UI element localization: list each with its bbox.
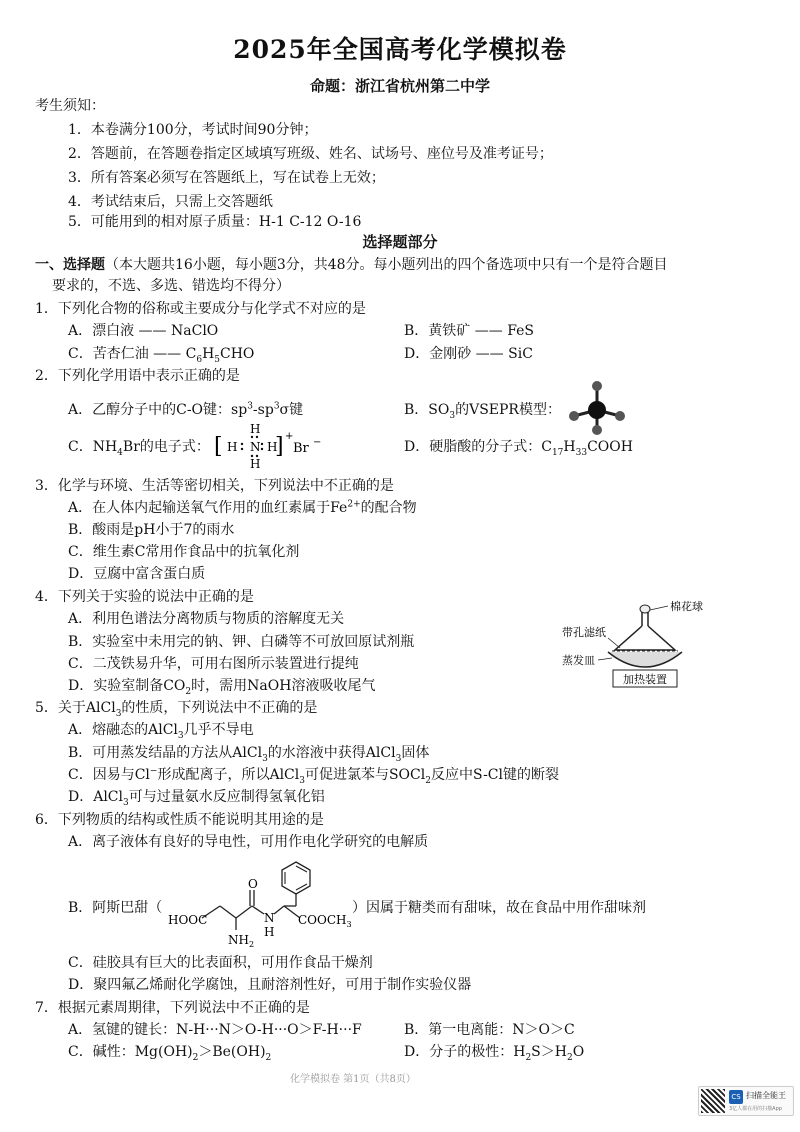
label-dish: 蒸发皿 — [562, 654, 595, 667]
notice-item: 2．答题前，在答题卷指定区域填写班级、姓名、试场号、座位号及准考证号； — [68, 146, 553, 162]
notice-item: 3．所有答案必须写在答题纸上，写在试卷上无效； — [68, 170, 385, 186]
atom-n: N — [264, 911, 275, 925]
q5-option-a: A．熔融态的AlCl$_3$几乎不导电 — [68, 722, 254, 741]
section-title: 选择题部分 — [362, 233, 438, 251]
q7-option-b: B．第一电离能：N＞O＞C — [404, 1022, 575, 1038]
svg-text:Br: Br — [293, 441, 309, 456]
q2-option-d: D．硬脂酸的分子式：$C_{17}H_{33}COOH$ — [404, 439, 633, 458]
atom-n: N — [250, 440, 261, 454]
q3-stem: 3．化学与环境、生活等密切相关，下列说法中不正确的是 — [35, 478, 394, 494]
scanner-badge — [698, 1086, 794, 1116]
label-cotton: 棉花球 — [670, 600, 703, 613]
atom-h: H — [264, 925, 275, 939]
q3-option-b: B．酸雨是pH小于7的雨水 — [68, 522, 235, 538]
page-title: 2025年全国高考化学模拟卷 — [233, 35, 567, 64]
q5-option-c: C．因易与Cl−形成配离子，所以AlCl$_3$可促进氯苯与SOCl$_2$反应中S-Cl键的断裂 — [68, 766, 559, 786]
q3-option-d: D．豆腐中富含蛋白质 — [68, 566, 206, 582]
exam-author: 命题：浙江省杭州第二中学 — [309, 77, 490, 95]
q6-option-b-pre: B．阿斯巴甜（ — [68, 900, 163, 916]
part-desc: （本大题共16小题，每小题3分，共48分。每小题列出的四个备选项中只有一个是符合题目 — [105, 257, 668, 273]
notice-heading: 考生须知： — [35, 98, 105, 114]
q6-option-b-post: ）因属于糖类而有甜味，故在食品中用作甜味剂 — [352, 900, 646, 916]
electron-formula-figure — [213, 421, 323, 473]
svg-text:[: [ — [214, 434, 223, 459]
atom-h: H — [250, 457, 261, 471]
label-filter: 带孔滤纸 — [562, 626, 606, 639]
notice-item: 5．可能用到的相对原子质量：H-1 C-12 O-16 — [68, 214, 362, 230]
app-logo-icon: CS — [729, 1090, 743, 1104]
notice-item: 1．本卷满分100分，考试时间90分钟； — [68, 122, 318, 138]
app-name: 扫描全能王 — [746, 1091, 786, 1100]
group-nh2: $NH_2$ — [228, 933, 255, 949]
svg-text:+: + — [285, 431, 294, 442]
atom-h: H — [250, 422, 261, 436]
q3-option-c: C．维生素C常用作食品中的抗氧化剂 — [68, 544, 300, 560]
notice-item: 4．考试结束后，只需上交答题纸 — [68, 194, 273, 210]
atom-h: H — [267, 440, 278, 454]
q6-option-c: C．硅胶具有巨大的比表面积，可用作食品干燥剂 — [68, 955, 373, 971]
q7-stem: 7．根据元素周期律，下列说法中不正确的是 — [35, 1000, 310, 1016]
sublimation-apparatus-figure — [560, 598, 720, 690]
part-desc-cont: 要求的，不选、多选、错选均不得分） — [52, 278, 290, 294]
q4-stem: 4．下列关于实验的说法中正确的是 — [35, 589, 254, 605]
q6-stem: 6．下列物质的结构或性质不能说明其用途的是 — [35, 812, 324, 828]
q7-option-c: C．碱性：$Mg(OH)_2>Be(OH)_2$ — [68, 1044, 272, 1063]
q5-stem: 5．关于AlCl$_3$的性质，下列说法中不正确的是 — [35, 700, 318, 719]
atom-o: O — [248, 877, 258, 891]
q6-option-d: D．聚四氟乙烯耐化学腐蚀，且耐溶剂性好，可用于制作实验仪器 — [68, 977, 472, 993]
part-header — [35, 255, 668, 275]
q6-option-a: A．离子液体有良好的导电性，可用作电化学研究的电解质 — [68, 834, 429, 850]
q4-option-c: C．二茂铁易升华，可用右图所示装置进行提纯 — [68, 656, 359, 672]
q2-option-c: C．$NH_4Br$的电子式： — [68, 439, 210, 458]
q4-option-a: A．利用色谱法分离物质与物质的溶解度无关 — [68, 611, 345, 627]
q1-option-b: B．黄铁矿 —— FeS — [404, 323, 535, 339]
q2-stem: 2．下列化学用语中表示正确的是 — [35, 368, 240, 384]
q5-option-b: B．可用蒸发结晶的方法从AlCl$_3$的水溶液中获得AlCl$_3$固体 — [68, 745, 430, 764]
q4-option-b: B．实验室中未用完的钠、钾、白磷等不可放回原试剂瓶 — [68, 634, 415, 650]
q3-option-a: A．在人体内起输送氧气作用的血红素属于$Fe^{2+}$的配合物 — [68, 499, 417, 516]
q1-option-c: C．苦杏仁油 —— $C_6H_5CHO$ — [68, 346, 255, 365]
q1-stem: 1．下列化合物的俗称或主要成分与化学式不对应的是 — [35, 301, 366, 317]
q7-option-d: D．分子的极性：$H_2S>H_2O$ — [404, 1044, 585, 1063]
q1-option-a: A．漂白液 —— NaClO — [68, 323, 219, 339]
page-footer: 化学模拟卷 第1页（共8页） — [290, 1074, 416, 1085]
svg-text:−: − — [313, 437, 322, 448]
q5-option-d: D．AlCl$_3$可与过量氨水反应制得氢氧化铝 — [68, 789, 325, 808]
svg-text:]: ] — [275, 434, 284, 459]
group-cooch3: $COOCH_3$ — [298, 913, 352, 929]
q2-option-a: A．乙醇分子中的C-O键：$sp^3-sp^3\sigma$键 — [68, 401, 304, 418]
q2-option-b: B．$SO_3$的VSEPR模型： — [404, 402, 561, 421]
atom-h: H — [227, 440, 238, 454]
group-hooc: HOOC — [168, 913, 208, 927]
label-heating: 加热装置 — [623, 673, 667, 686]
qr-code-icon — [701, 1089, 725, 1113]
aspartame-structure-figure — [168, 856, 360, 952]
part-label: 一、选择题 — [35, 257, 105, 273]
app-tagline: 3亿人都在用的扫描App — [729, 1106, 782, 1112]
vsepr-model-figure — [566, 380, 628, 438]
q4-option-d: D．实验室制备$CO_2$时，需用NaOH溶液吸收尾气 — [68, 678, 376, 697]
q1-option-d: D．金刚砂 —— SiC — [404, 346, 533, 362]
q7-option-a: A．氢键的键长：N-H···N＞O-H···O＞F-H···F — [68, 1022, 362, 1038]
